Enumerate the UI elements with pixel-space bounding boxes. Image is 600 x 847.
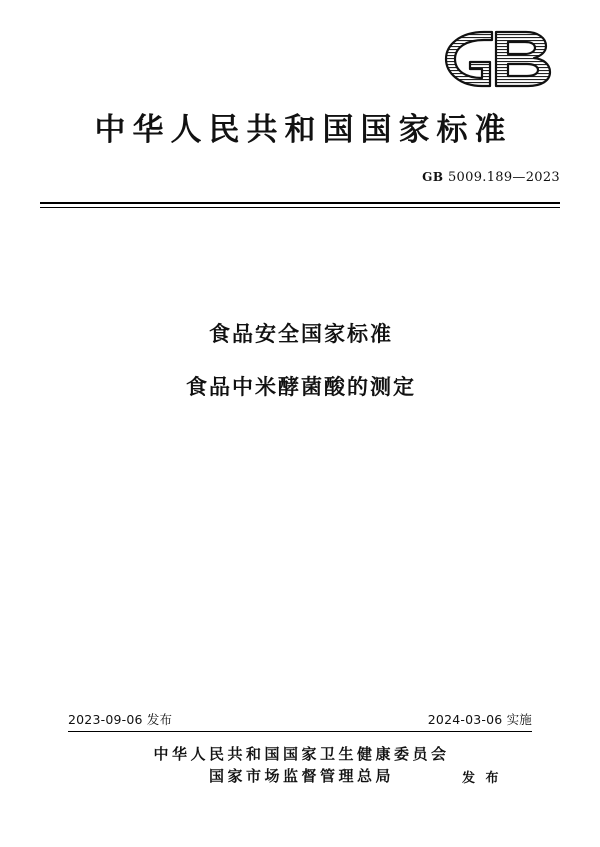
header-divider-thin xyxy=(40,207,560,208)
document-subject xyxy=(0,318,600,424)
subject-line-1: 食品安全国家标准 xyxy=(209,322,393,346)
gb-emblem-icon xyxy=(440,28,560,90)
issuing-authorities xyxy=(0,743,600,787)
header-divider-thick xyxy=(40,202,560,204)
issuer-line-2: 国家市场监督管理总局 xyxy=(208,767,394,785)
standard-number-prefix: GB xyxy=(422,170,444,184)
issuer-line-1: 中华人民共和国国家卫生健康委员会 xyxy=(153,745,450,763)
implementation-date: 2024-03-06 实施 xyxy=(427,712,532,727)
issue-date: 2023-09-06 发布 xyxy=(68,712,173,727)
standard-number xyxy=(422,170,560,185)
subject-line-2: 食品中米酵菌酸的测定 xyxy=(186,375,416,399)
standard-number-value: 5009.189—2023 xyxy=(447,170,560,185)
footer-divider xyxy=(68,731,532,732)
page-title: 中华人民共和国国家标准 xyxy=(94,112,513,148)
publish-label: 发 布 xyxy=(461,771,502,786)
